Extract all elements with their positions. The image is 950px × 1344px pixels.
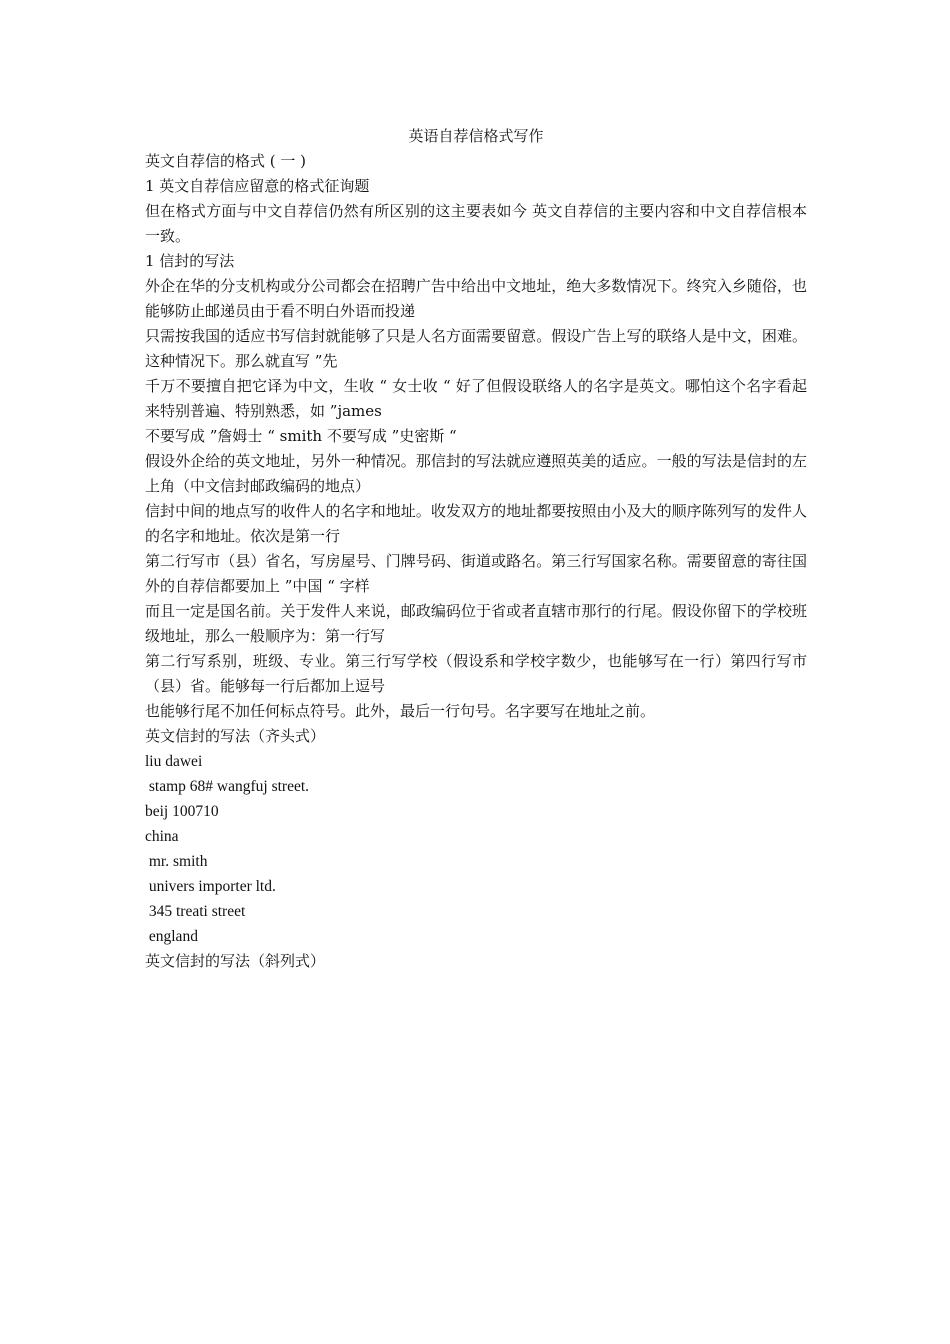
envelope-style-heading: 英文信封的写法（齐头式） (145, 727, 326, 745)
envelope-address-block (145, 749, 807, 949)
address-line: univers importer ltd. (145, 878, 276, 895)
envelope-style-heading: 英文信封的写法（斜列式） (145, 952, 326, 970)
address-line: stamp 68# wangfuj street. (145, 778, 310, 795)
document-title: 英语自荐信格式写作 (408, 127, 544, 145)
address-line: china (145, 828, 179, 845)
subsection-heading: 1 信封的写法 (145, 252, 235, 270)
paragraph: 不要写成 ”詹姆士 “ smith 不要写成 ”史密斯 “ (145, 427, 457, 445)
paragraph: 但在格式方面与中文自荐信仍然有所区别的这主要表如今 英文自荐信的主要内容和中文自荐信根本一致。 (145, 202, 807, 245)
address-line: england (145, 928, 198, 945)
address-line: mr. smith (145, 853, 208, 870)
subsection-heading: 1 英文自荐信应留意的格式征询题 (145, 177, 370, 195)
paragraph: 而且一定是国名前。关于发件人来说，邮政编码位于省或者直辖市那行的行尾。假设你留下的学校班级地址，那么一般顺序为：第一行写 (145, 602, 807, 645)
section-heading: 英文自荐信的格式 ( 一 ) (145, 152, 307, 170)
paragraph: 只需按我国的适应书写信封就能够了只是人名方面需要留意。假设广告上写的联络人是中文，困难。这种情况下。那么就直写 ”先 (145, 327, 807, 370)
paragraph: 信封中间的地点写的收件人的名字和地址。收发双方的地址都要按照由小及大的顺序陈列写的发件人的名字和地址。依次是第一行 (145, 502, 807, 545)
paragraph: 第二行写系别，班级、专业。第三行写学校（假设系和学校字数少，也能够写在一行）第四行写市（县）省。能够每一行后都加上逗号 (145, 652, 807, 695)
address-line: liu dawei (145, 753, 203, 770)
paragraph: 也能够行尾不加任何标点符号。此外，最后一行句号。名字要写在地址之前。 (145, 702, 656, 720)
paragraph: 假设外企给的英文地址，另外一种情况。那信封的写法就应遵照英美的适应。一般的写法是信封的左上角（中文信封邮政编码的地点） (145, 452, 807, 495)
paragraph: 第二行写市（县）省名，写房屋号、门牌号码、街道或路名。第三行写国家名称。需要留意的寄往国外的自荐信都要加上 ”中国 “ 字样 (145, 552, 807, 595)
address-line: 345 treati street (145, 903, 246, 920)
document-page (145, 124, 807, 974)
paragraph: 千万不要擅自把它译为中文，生收 “ 女士收 “ 好了但假设联络人的名字是英文。哪怕这个名字看起来特别普遍、特别熟悉，如 ”james (145, 377, 807, 420)
paragraph: 外企在华的分支机构或分公司都会在招聘广告中给出中文地址，绝大多数情况下。终究入乡随俗，也能够防止邮递员由于看不明白外语而投递 (145, 277, 807, 320)
address-line: beij 100710 (145, 803, 219, 820)
